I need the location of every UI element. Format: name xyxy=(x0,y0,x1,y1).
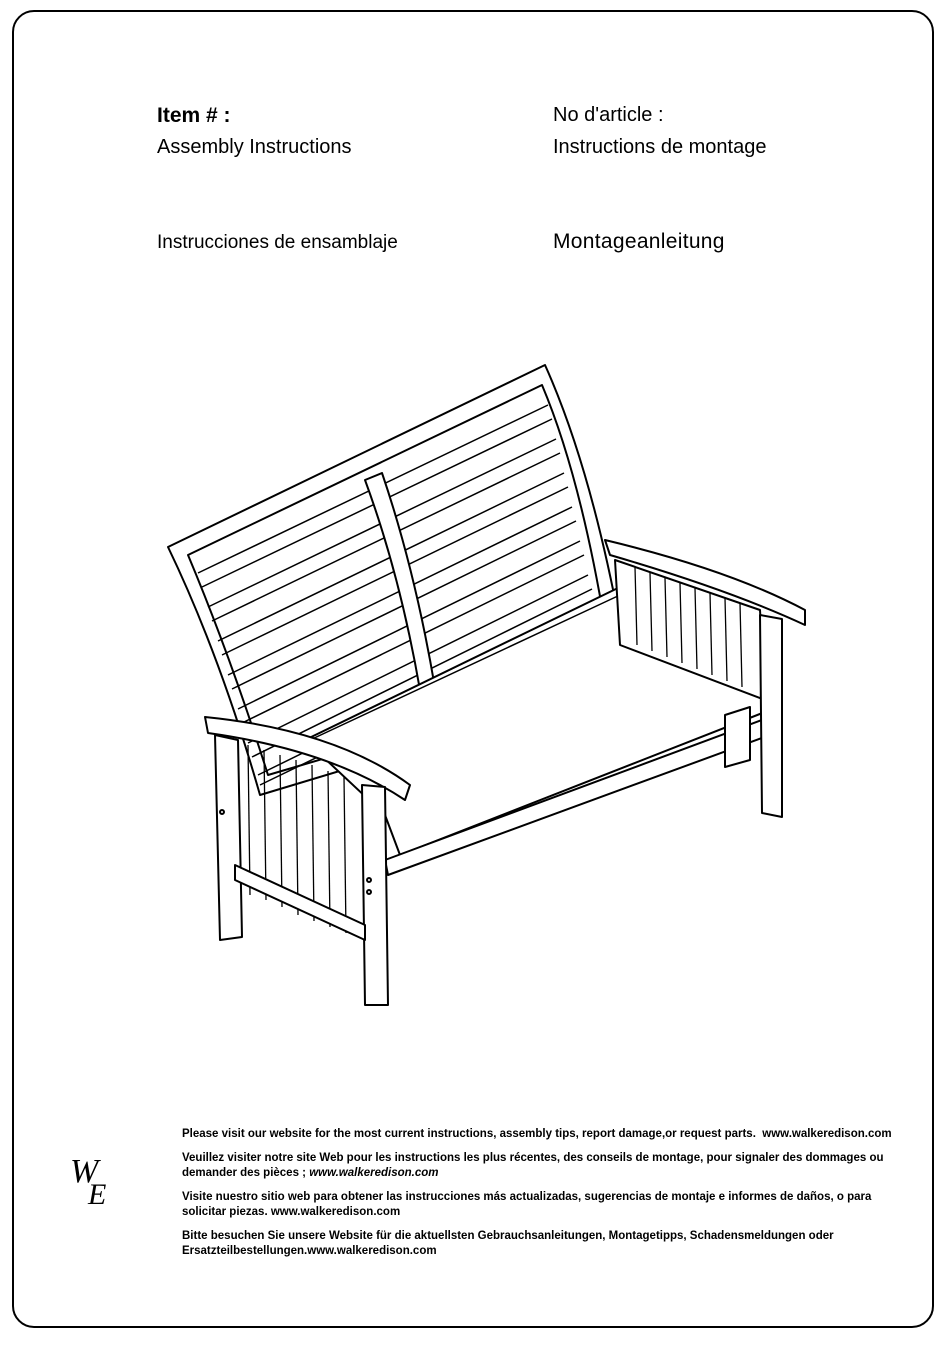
walker-edison-logo xyxy=(64,1148,128,1218)
assembly-instructions-title-es: Instrucciones de ensamblaje xyxy=(157,232,398,253)
website-link-fr[interactable]: www.walkeredison.com xyxy=(309,1167,439,1179)
item-number-label-fr: No d'article : xyxy=(553,104,664,126)
website-notice-es: Visite nuestro sitio web para obtener las instrucciones más actualizadas, sugerencias de montaje e informes de daños, o para solicitar piezas. www.walkeredison.com xyxy=(182,1191,872,1218)
website-link-de[interactable]: www.walkeredison.com xyxy=(307,1245,437,1257)
footer-website-notice xyxy=(182,1127,912,1268)
website-notice-de: Bitte besuchen Sie unsere Website für die aktuellsten Gebrauchsanleitungen, Montagetipps, Schadensmeldungen oder Ersatzteilbestellungen.www.walkeredison.com xyxy=(182,1230,834,1257)
bench-illustration xyxy=(150,355,820,1025)
website-link-en[interactable]: www.walkeredison.com xyxy=(762,1128,892,1140)
website-notice-en: Please visit our website for the most current instructions, assembly tips, report damage,or request parts. www.walkeredison.com xyxy=(182,1128,892,1140)
item-number-label: Item # : xyxy=(157,104,231,127)
svg-text:W: W xyxy=(70,1153,99,1190)
assembly-instructions-title-fr: Instructions de montage xyxy=(553,136,767,158)
website-link-es[interactable]: www.walkeredison.com xyxy=(270,1206,401,1218)
assembly-instructions-title-de: Montageanleitung xyxy=(553,230,725,253)
website-notice-fr: Veuillez visiter notre site Web pour les instructions les plus récentes, des conseils de montage, pour signaler des dommages ou demander des pièces ; www.walkeredison.com xyxy=(182,1152,884,1179)
assembly-instructions-title-en: Assembly Instructions xyxy=(157,136,352,158)
svg-text:E: E xyxy=(88,1178,107,1211)
